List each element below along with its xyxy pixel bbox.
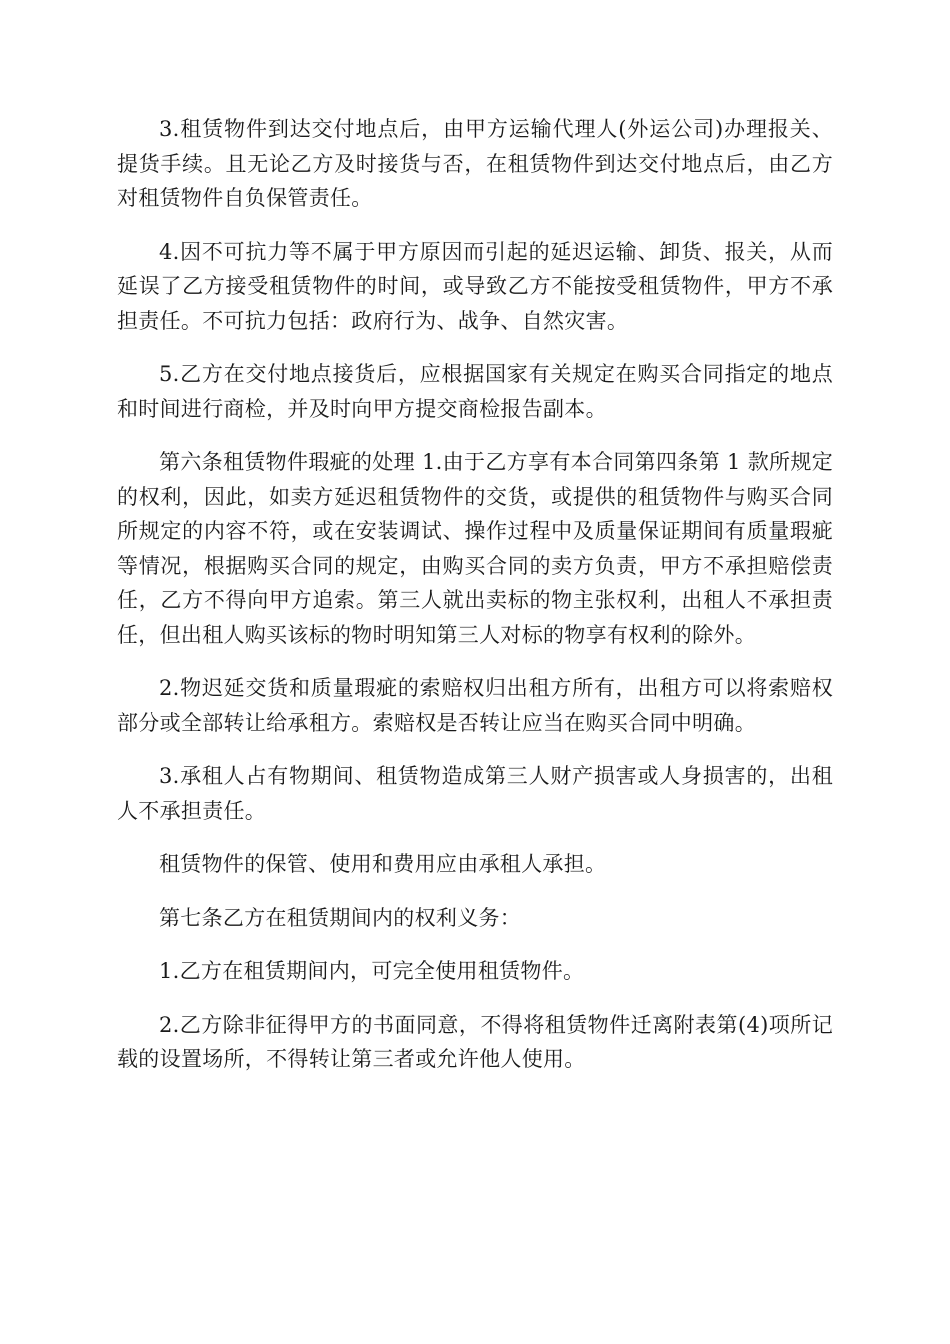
document-body	[117, 112, 833, 1096]
paragraph-claim-rights: 2.物迟延交货和质量瑕疵的索赔权归出租方所有，出租方可以将索赔权部分或全部转让给承租方。索赔权是否转让应当在购买合同中明确。	[117, 676, 833, 735]
paragraph-article-seven: 第七条乙方在租赁期间内的权利义务：	[159, 905, 522, 930]
paragraph-third-party-damage: 3.承租人占有物期间、租赁物造成第三人财产损害或人身损害的，出租人不承担责任。	[117, 764, 833, 823]
paragraph-full-use: 1.乙方在租赁期间内，可完全使用租赁物件。	[159, 959, 585, 983]
paragraph-custody-costs: 租赁物件的保管、使用和费用应由承租人承担。	[159, 852, 607, 876]
paragraph-force-majeure: 4.因不可抗力等不属于甲方原因而引起的延迟运输、卸货、报关，从而延误了乙方接受租赁物件的时间，或导致乙方不能按受租赁物件，甲方不承担责任。不可抗力包括：政府行为、战争、自然灾害。	[117, 239, 833, 333]
paragraph-delivery-customs: 3.租赁物件到达交付地点后，由甲方运输代理人(外运公司)办理报关、提货手续。且无论乙方及时接货与否，在租赁物件到达交付地点后，由乙方对租赁物件自负保管责任。	[117, 117, 833, 210]
paragraph-inspection: 5.乙方在交付地点接货后，应根据国家有关规定在购买合同指定的地点和时间进行商检，并及时向甲方提交商检报告副本。	[117, 362, 833, 421]
paragraph-article-six: 第六条租赁物件瑕疵的处理 1.由于乙方享有本合同第四条第 1 款所规定的权利，因此，如卖方延迟租赁物件的交货，或提供的租赁物件与购买合同所规定的内容不符，或在安装调试、操作过程中及质量保证期间有质量瑕疵等情况，根据购买合同的规定，由购买合同的卖方负责，甲方不承担赔偿责任，乙方不得向甲方追索。第三人就出卖标的物主张权利，出租人不承担责任，但出租人购买该标的物时明知第三人对标的物享有权利的除外。	[117, 450, 833, 647]
paragraph-relocation: 2.乙方除非征得甲方的书面同意，不得将租赁物件迁离附表第(4)项所记载的设置场所，不得转让第三者或允许他人使用。	[117, 1012, 833, 1071]
